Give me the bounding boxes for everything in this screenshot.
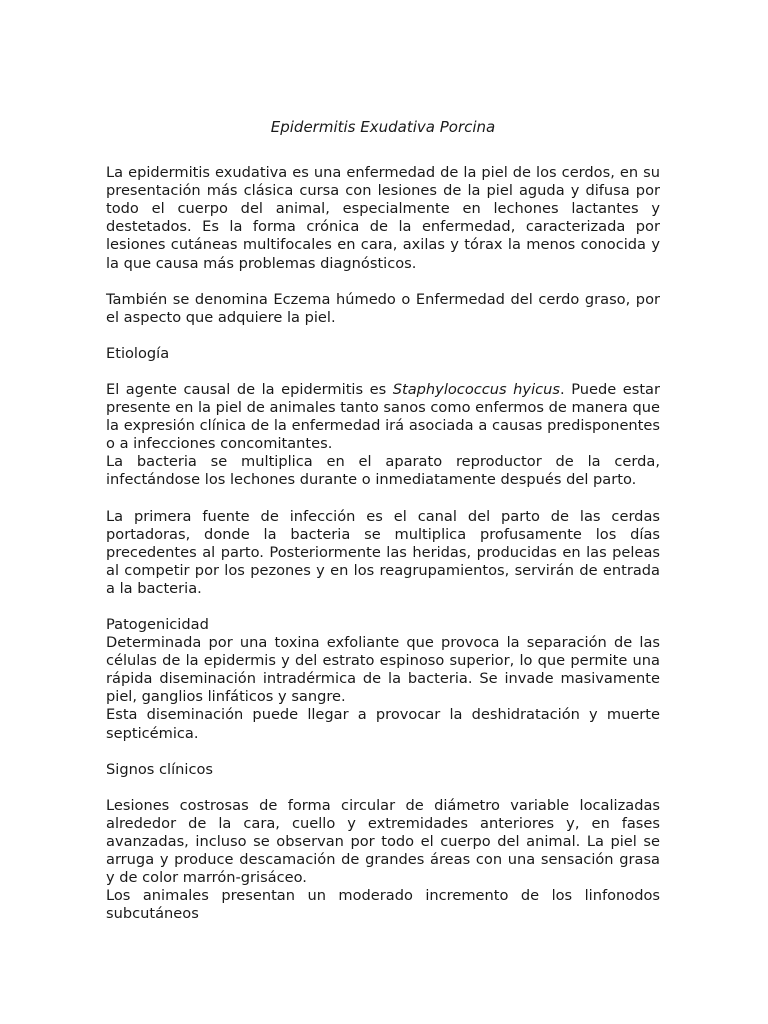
spacer bbox=[106, 490, 660, 508]
causal-agent-text-after: . Puede estar presente en la piel de animales tanto sanos como enfermos de manera que la expresión clínica de la enfermedad irá asociada a causas predisponentes o a infecciones concomitantes. bbox=[106, 380, 660, 453]
document-page bbox=[106, 118, 660, 923]
paragraph-lymph-nodes: Los animales presentan un moderado incremento de los linfonodos subcutáneos bbox=[106, 887, 660, 923]
section-heading-patogenicidad: Patogenicidad bbox=[106, 615, 209, 633]
paragraph-causal-agent bbox=[106, 381, 660, 453]
paragraph-synonyms: También se denomina Eczema húmedo o Enfermedad del cerdo graso, por el aspecto que adquiere la piel. bbox=[106, 290, 660, 326]
section-heading-signos-clinicos: Signos clínicos bbox=[106, 760, 213, 778]
section-heading-etiologia: Etiología bbox=[106, 344, 170, 362]
spacer bbox=[106, 327, 660, 345]
species-name: Staphylococcus hyicus bbox=[392, 380, 561, 398]
spacer bbox=[106, 743, 660, 761]
paragraph-transmission: La bacteria se multiplica en el aparato reproductor de la cerda, infectándose los lechones durante o inmediatamente después del parto. bbox=[106, 453, 660, 489]
paragraph-dissemination: Esta diseminación puede llegar a provocar la deshidratación y muerte septicémica. bbox=[106, 706, 660, 742]
paragraph-infection-source: La primera fuente de infección es el canal del parto de las cerdas portadoras, donde la bacteria se multiplica profusamente los días precedentes al parto. Posteriormente las heridas, producidas en las peleas al competir por los pezones y en los reagrupamientos, servirán de entrada a la bacteria. bbox=[106, 507, 660, 597]
document-title: Epidermitis Exudativa Porcina bbox=[270, 118, 496, 136]
spacer bbox=[106, 779, 660, 797]
paragraph-toxin: Determinada por una toxina exfoliante que provoca la separación de las células de la epidermis y del estrato espinoso superior, lo que permite una rápida diseminación intradérmica de la bacteria. Se invade masivamente piel, ganglios linfáticos y sangre. bbox=[106, 634, 660, 706]
spacer bbox=[106, 273, 660, 291]
spacer bbox=[106, 598, 660, 616]
paragraph-lesions: Lesiones costrosas de forma circular de diámetro variable localizadas alrededor de la cara, cuello y extremidades anteriores y, en fases avanzadas, incluso se observan por todo el cuerpo del animal. La piel se arruga y produce descamación de grandes áreas con una sensación grasa y de color marrón-grisáceo. bbox=[106, 796, 660, 887]
paragraph-introduction: La epidermitis exudativa es una enfermedad de la piel de los cerdos, en su presentación más clásica cursa con lesiones de la piel aguda y difusa por todo el cuerpo del animal, especialmente en lechones lactantes y destetados. Es la forma crónica de la enfermedad, caracterizada por lesiones cutáneas multifocales en cara, axilas y tórax la menos conocida y la que causa más problemas diagnósticos. bbox=[106, 164, 660, 272]
causal-agent-text-before: El agente causal de la epidermitis es bbox=[106, 380, 393, 398]
spacer bbox=[106, 363, 660, 381]
